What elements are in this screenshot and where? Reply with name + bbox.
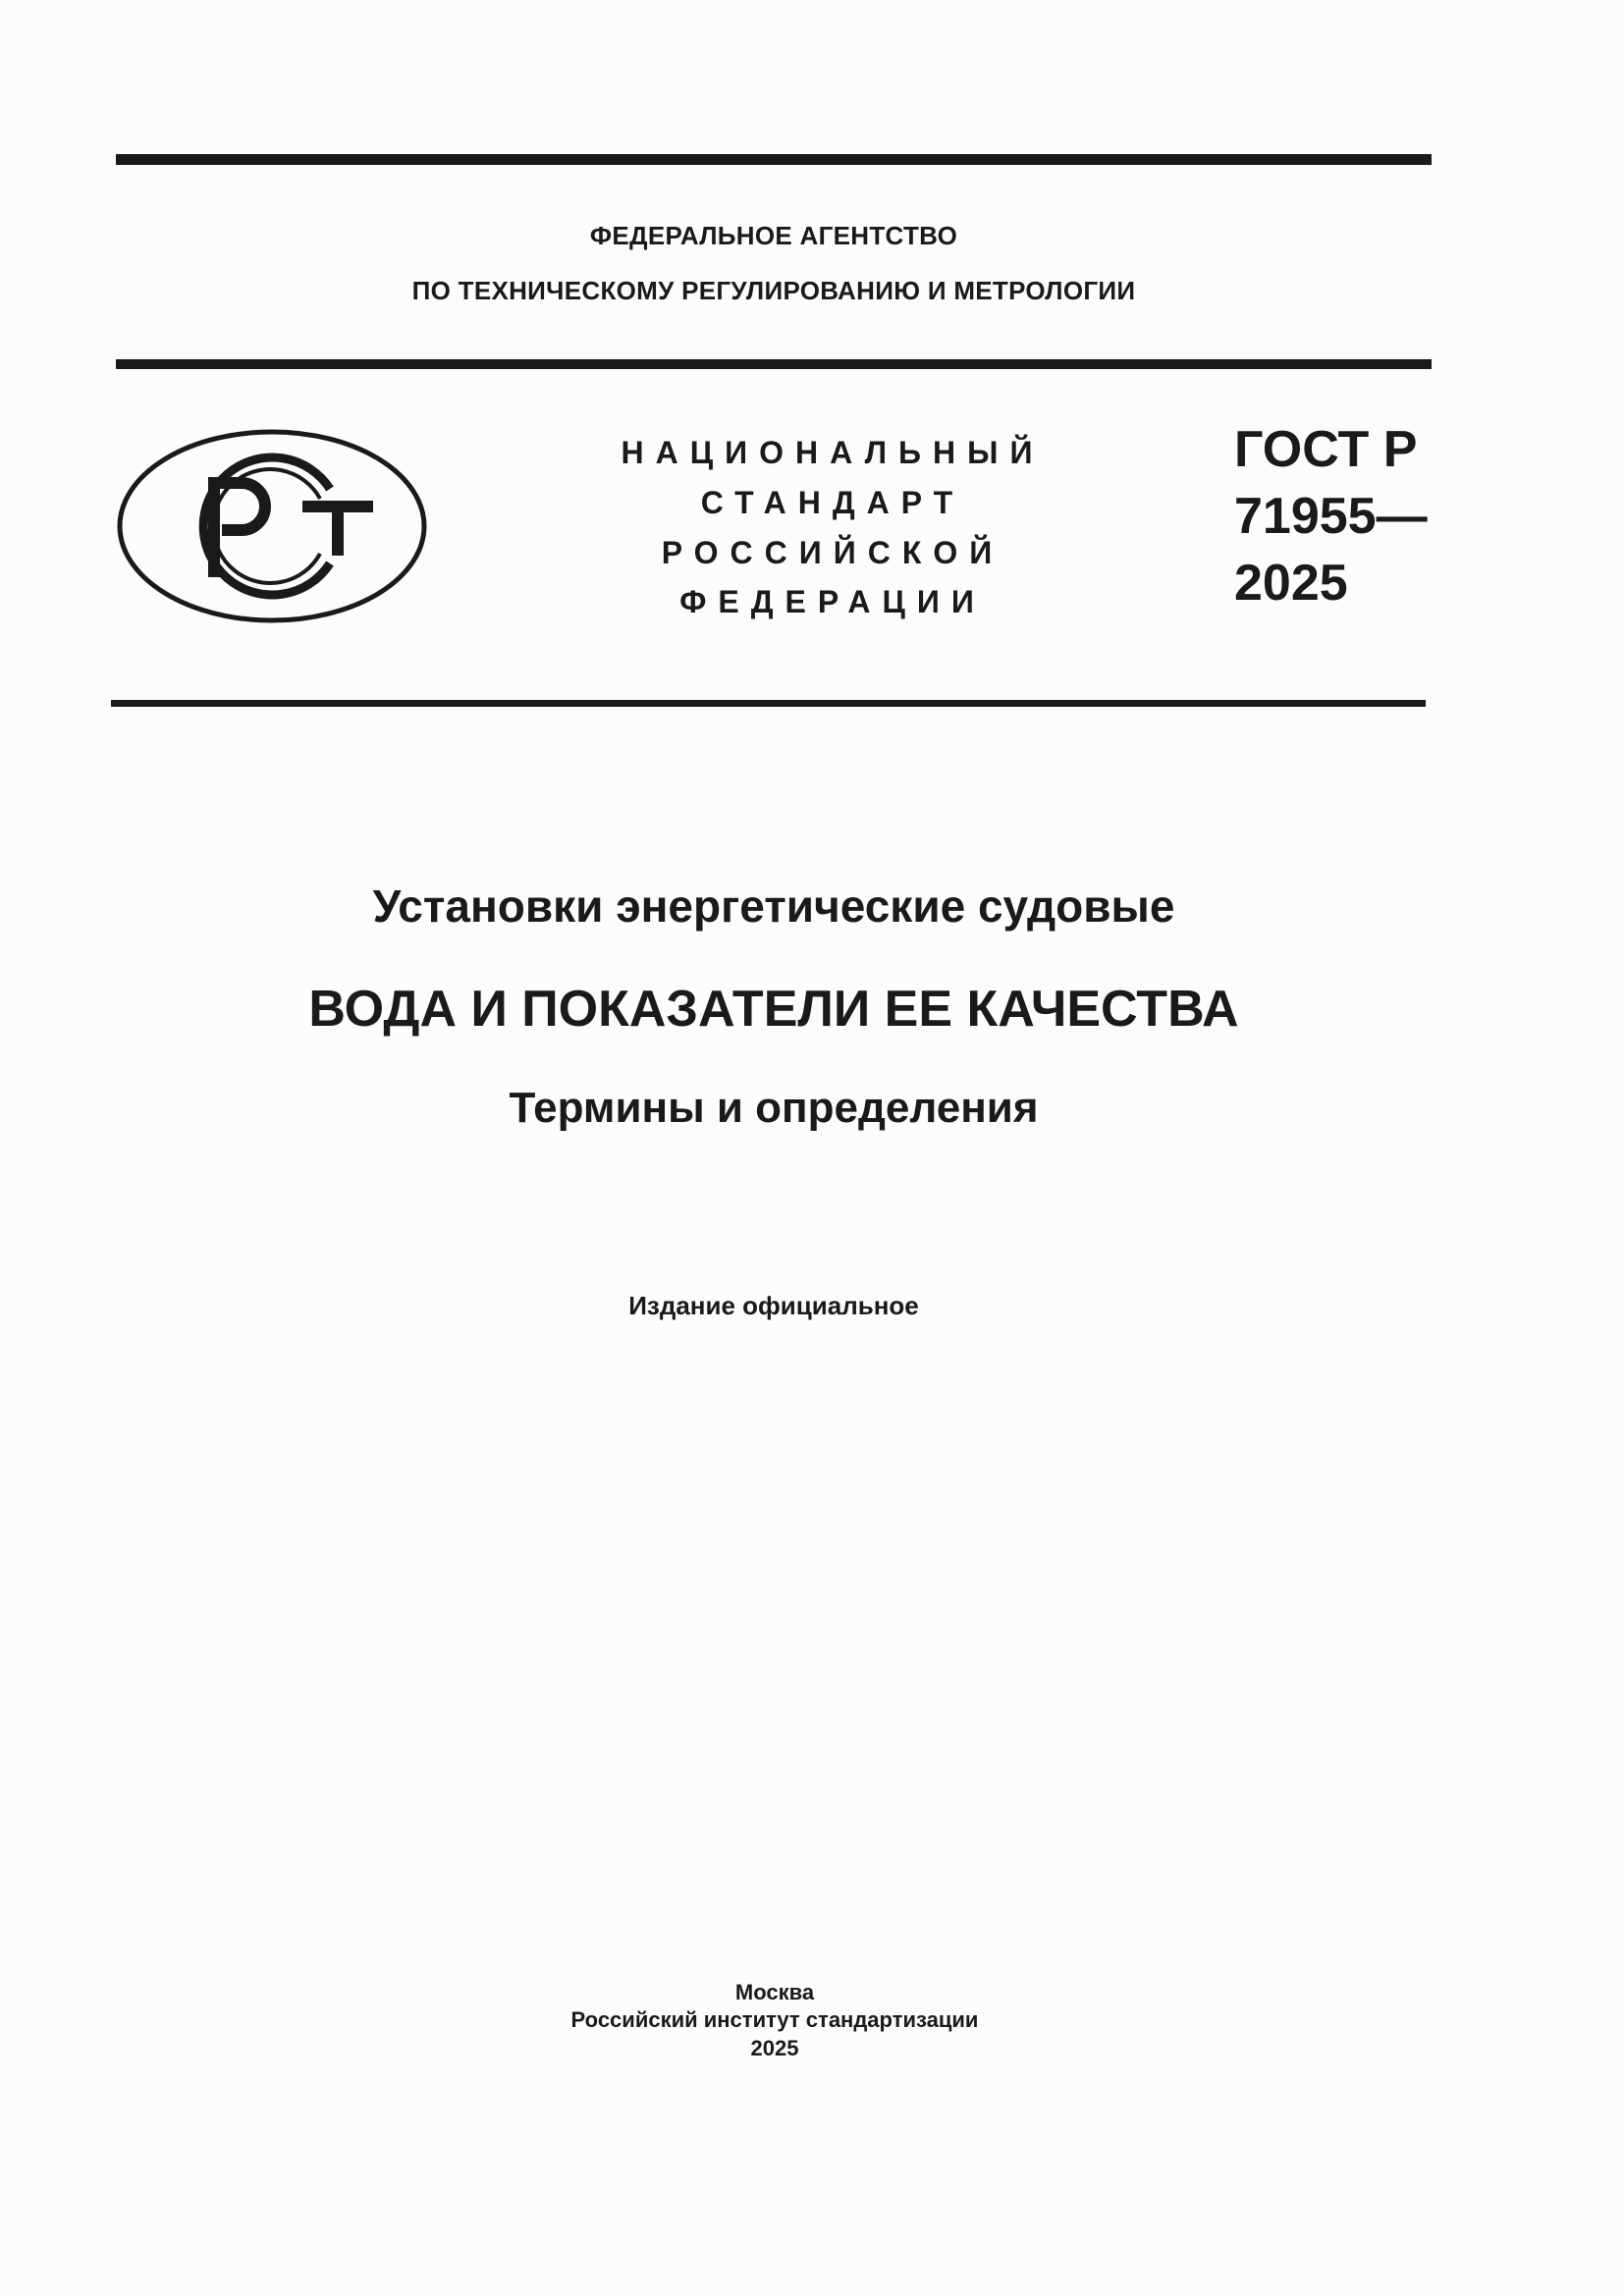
standard-type-line-4: ФЕДЕРАЦИИ bbox=[679, 584, 986, 619]
agency-name-line-1: ФЕДЕРАЛЬНОЕ АГЕНТСТВО bbox=[589, 221, 958, 250]
designation-line-2: 71955— bbox=[1234, 488, 1428, 545]
edition-note: Издание официальное bbox=[628, 1291, 919, 1320]
top-rule bbox=[116, 154, 1432, 165]
standard-type-line-3: РОССИЙСКОЙ bbox=[661, 535, 1004, 570]
standard-type-line-1: НАЦИОНАЛЬНЫЙ bbox=[621, 435, 1045, 470]
designation-line-1: ГОСТ Р bbox=[1234, 421, 1418, 478]
designation-line-3: 2025 bbox=[1234, 555, 1348, 612]
standard-type-line-2: СТАНДАРТ bbox=[700, 485, 965, 520]
imprint-city: Москва bbox=[734, 1980, 815, 2004]
agency-name-line-2: ПО ТЕХНИЧЕСКОМУ РЕГУЛИРОВАНИЮ И МЕТРОЛОГИИ bbox=[411, 276, 1136, 305]
imprint-publisher: Российский институт стандартизации bbox=[570, 2007, 979, 2032]
document-subtitle: Термины и определения bbox=[509, 1084, 1039, 1132]
imprint-year: 2025 bbox=[750, 2036, 799, 2060]
document-title: Установки энергетические судовые bbox=[372, 881, 1175, 932]
bottom-rule bbox=[111, 700, 1426, 707]
document-subject: ВОДА И ПОКАЗАТЕЛИ ЕЕ КАЧЕСТВА bbox=[308, 981, 1239, 1038]
middle-rule bbox=[116, 359, 1432, 369]
